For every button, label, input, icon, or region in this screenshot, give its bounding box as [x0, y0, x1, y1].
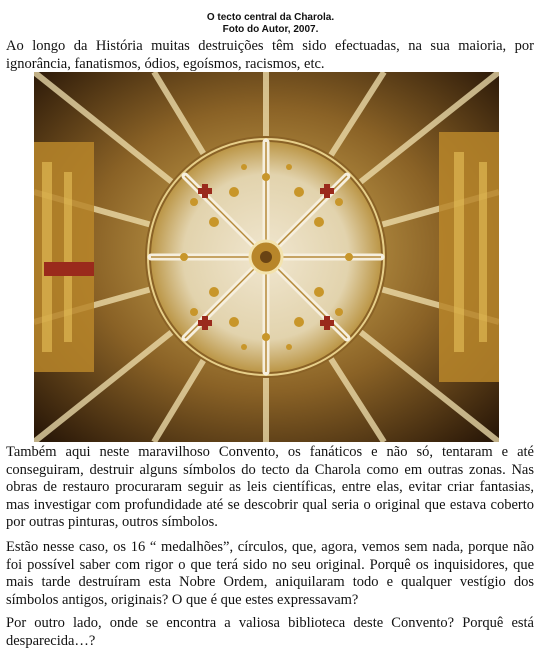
- ceiling-illustration: [34, 72, 499, 442]
- paragraph-medalhoes: Estão nesse caso, os 16 “ medalhões”, círculos, que, agora, vemos sem nada, porque não foi possível saber com rigor o que terá sido no seu original. Porquê os inquisidores, que mais tarde destruíram esta Nobre Ordem, aniquilaram todo e qualquer vestígio dos símbolos antigos, originais? O que é que estes expressavam?: [6, 539, 534, 608]
- charola-ceiling-photo: [34, 72, 499, 442]
- photo-caption-title: O tecto central da Charola.: [206, 12, 335, 23]
- paragraph-convento: Também aqui neste maravilhoso Convento, os fanáticos e não só, tentaram e até conseguiram, destruir alguns símbolos do tecto da Charola como em outras zonas. Nas obras de restauro procuraram seguir as leis científicas, entre elas, evitar criar fantasias, mas investigar com profundidade até se descobrir qual seria o original que estava coberto por outras pinturas, outros símbolos.: [6, 444, 534, 530]
- paragraph-intro: Ao longo da História muitas destruições têm sido efectuadas, na sua maioria, por ignorância, fanatismos, ódios, egoísmos, racismos, etc.: [6, 38, 534, 72]
- photo-caption-credit: Foto do Autor, 2007.: [222, 24, 319, 35]
- paragraph-biblioteca: Por outro lado, onde se encontra a valiosa biblioteca deste Convento? Porquê está desparecida…?: [6, 615, 534, 649]
